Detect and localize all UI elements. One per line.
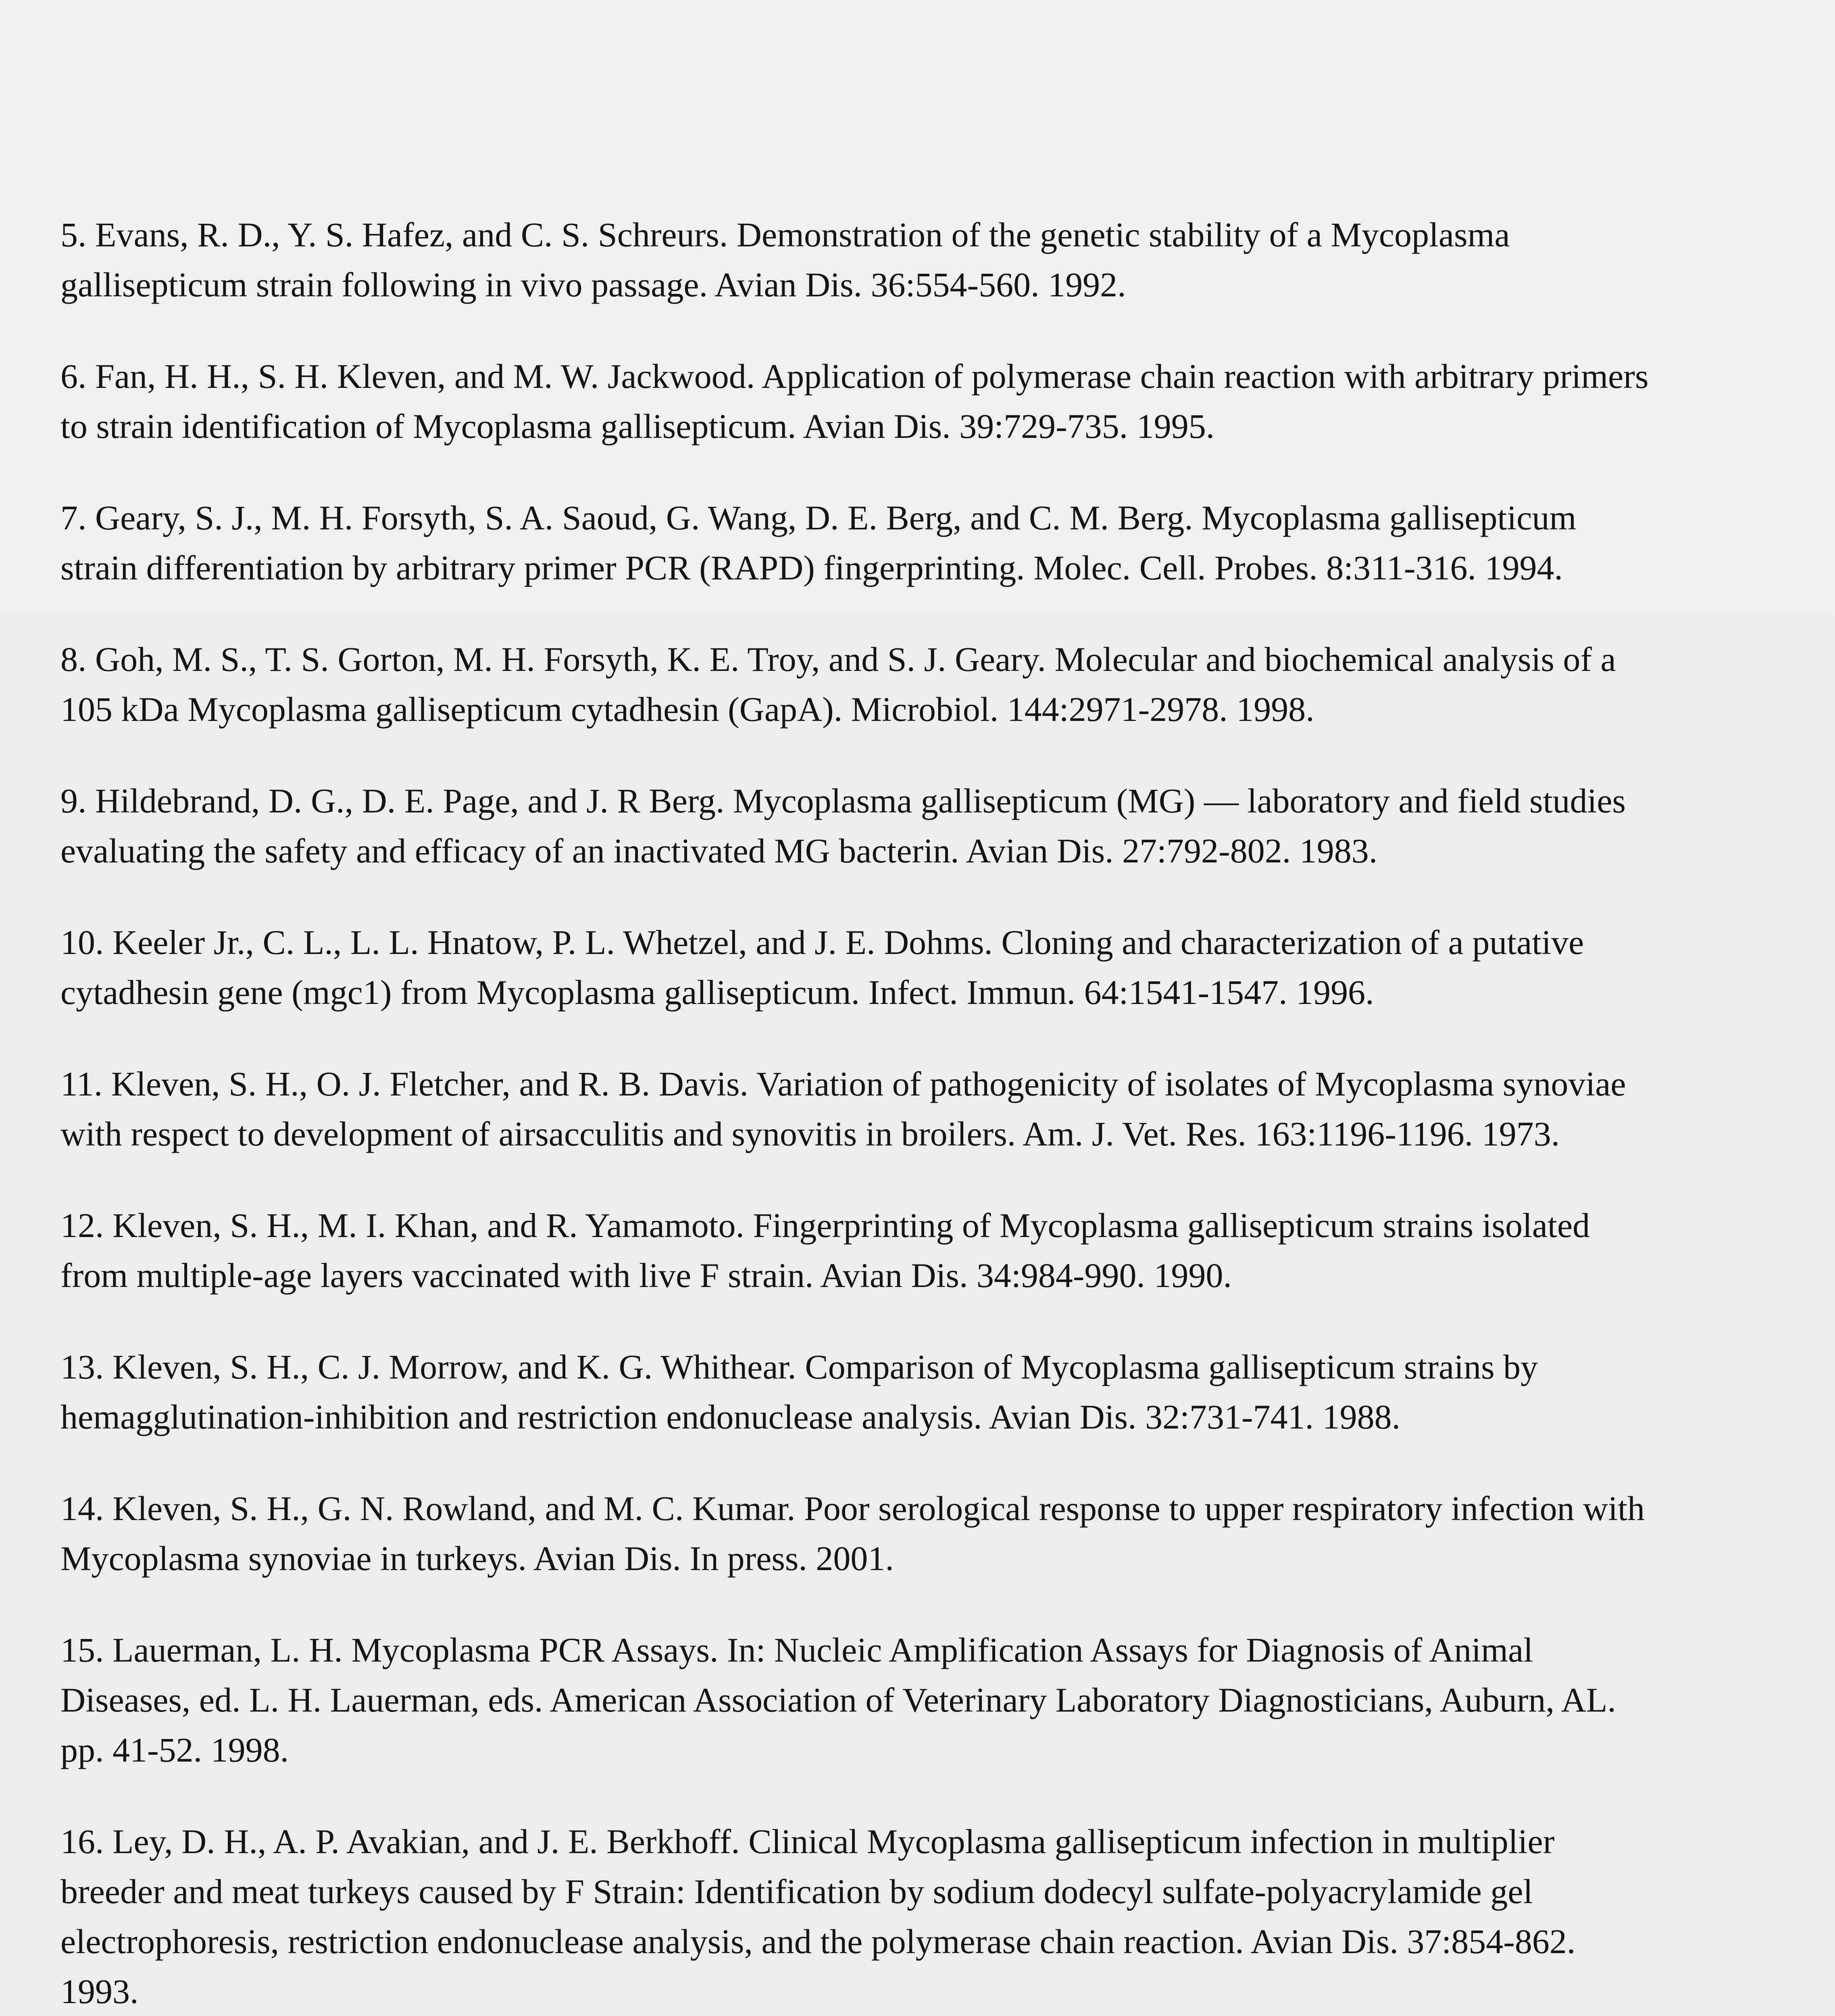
reference-item (60, 776, 1657, 876)
reference-item (60, 1059, 1657, 1159)
reference-text: Kleven, S. H., M. I. Khan, and R. Yamamoto. Fingerprinting of Mycoplasma gallisepticum strains isolated from multiple-age layers vaccinated with live F strain. Avian Dis. 34:984-990. 1990. (60, 1206, 1590, 1295)
reference-text: Kleven, S. H., C. J. Morrow, and K. G. Whithear. Comparison of Mycoplasma gallisepticum strains by hemagglutination-inhibition and restriction endonuclease analysis. Avian Dis. 32:731-741. 1988. (60, 1347, 1538, 1436)
reference-list (60, 210, 1657, 2016)
reference-item (60, 1625, 1657, 1775)
reference-number: 10. (60, 923, 104, 962)
reference-number: 12. (60, 1206, 104, 1245)
reference-number: 8. (60, 640, 87, 679)
reference-item (60, 917, 1657, 1017)
reference-text: Ley, D. H., A. P. Avakian, and J. E. Berkhoff. Clinical Mycoplasma gallisepticum infection in multiplier breeder and meat turkeys caused by F Strain: Identification by sodium dodecyl sulfate-polyacrylamide gel electrophoresis, restriction endonuclease analysis, and the polymerase chain reaction. Avian Dis. 37:854-862. 1993. (60, 1822, 1576, 2011)
reference-text: Kleven, S. H., G. N. Rowland, and M. C. Kumar. Poor serological response to upper respiratory infection with Mycoplasma synoviae in turkeys. Avian Dis. In press. 2001. (60, 1489, 1645, 1578)
reference-text: Kleven, S. H., O. J. Fletcher, and R. B. Davis. Variation of pathogenicity of isolates of Mycoplasma synoviae with respect to development of airsacculitis and synovitis in broilers. Am. J. Vet. Res. 163:1196-1196. 1973. (60, 1064, 1626, 1153)
reference-number: 15. (60, 1631, 104, 1669)
reference-number: 6. (60, 357, 87, 396)
reference-item (60, 634, 1657, 734)
reference-number: 13. (60, 1347, 104, 1386)
reference-text: Keeler Jr., C. L., L. L. Hnatow, P. L. Whetzel, and J. E. Dohms. Cloning and characterization of a putative cytadhesin gene (mgc1) from Mycoplasma gallisepticum. Infect. Immun. 64:1541-1547. 1996. (60, 923, 1584, 1012)
reference-item (60, 351, 1657, 451)
reference-item (60, 1342, 1657, 1442)
reference-text: Evans, R. D., Y. S. Hafez, and C. S. Schreurs. Demonstration of the genetic stability of a Mycoplasma gallisepticum strain following in vivo passage. Avian Dis. 36:554-560. 1992. (60, 215, 1510, 304)
reference-number: 5. (60, 215, 87, 254)
reference-number: 14. (60, 1489, 104, 1528)
reference-text: Geary, S. J., M. H. Forsyth, S. A. Saoud, G. Wang, D. E. Berg, and C. M. Berg. Mycoplasma gallisepticum strain differentiation by arbitrary primer PCR (RAPD) fingerprinting. Molec. Cell. Probes. 8:311-316. 1994. (60, 498, 1577, 587)
reference-item (60, 210, 1657, 310)
reference-item (60, 1483, 1657, 1583)
reference-number: 7. (60, 498, 87, 537)
reference-text: Fan, H. H., S. H. Kleven, and M. W. Jackwood. Application of polymerase chain reaction with arbitrary primers to strain identification of Mycoplasma gallisepticum. Avian Dis. 39:729-735. 1995. (60, 357, 1649, 446)
reference-item (60, 493, 1657, 593)
reference-number: 11. (60, 1064, 103, 1103)
reference-item (60, 1816, 1657, 2016)
reference-text: Lauerman, L. H. Mycoplasma PCR Assays. In: Nucleic Amplification Assays for Diagnosis of Animal Diseases, ed. L. H. Lauerman, eds. American Association of Veterinary Laboratory Diagnosticians, Auburn, AL. pp. 41-52. 1998. (60, 1631, 1616, 1769)
reference-item (60, 1200, 1657, 1300)
reference-text: Hildebrand, D. G., D. E. Page, and J. R Berg. Mycoplasma gallisepticum (MG) — laboratory and field studies evaluating the safety and efficacy of an inactivated MG bacterin. Avian Dis. 27:792-802. 1983. (60, 781, 1626, 870)
reference-number: 16. (60, 1822, 104, 1861)
reference-number: 9. (60, 781, 87, 820)
reference-text: Goh, M. S., T. S. Gorton, M. H. Forsyth, K. E. Troy, and S. J. Geary. Molecular and biochemical analysis of a 105 kDa Mycoplasma gallisepticum cytadhesin (GapA). Microbiol. 144:2971-2978. 1998. (60, 640, 1616, 729)
